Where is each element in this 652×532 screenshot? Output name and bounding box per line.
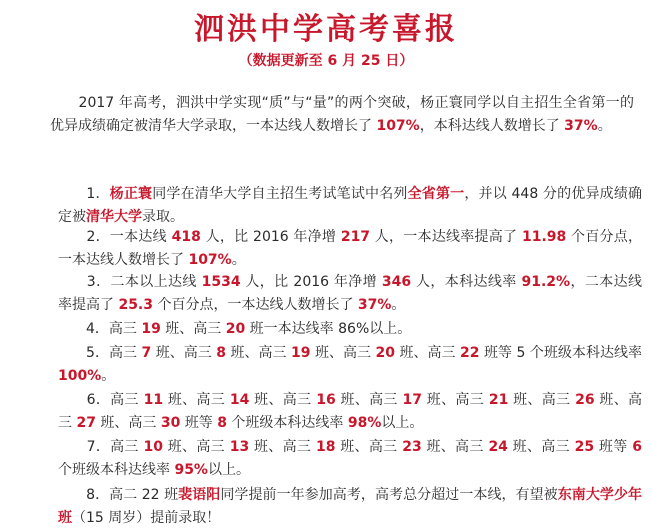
update-date-subtitle: （数据更新至 6 月 25 日）	[238, 53, 414, 69]
paragraph-text: 班等 5 个班级本科达线率	[479, 345, 642, 361]
highlighted-text: 25	[574, 439, 595, 455]
paragraph-text: 班、高三	[163, 392, 230, 408]
paragraph-text: 班、高三	[162, 439, 230, 455]
highlighted-text: 19	[141, 321, 161, 337]
paragraph-text: 班、高三	[151, 345, 217, 361]
highlighted-text: 东南大学少年班	[58, 487, 643, 526]
paragraph-text: 班、高三	[421, 439, 489, 455]
highlighted-text: 11	[143, 392, 164, 408]
paragraph-text: 班、高三	[310, 345, 376, 361]
highlighted-text: 100%	[58, 368, 102, 384]
paragraph-text: 。	[391, 297, 406, 313]
paragraph-text: 个班级本科达线率	[226, 415, 348, 431]
highlighted-text: 21	[488, 392, 509, 408]
highlighted-text: 217	[340, 229, 371, 245]
paragraph-text: 个百分点，一本达线人数增长了	[153, 297, 358, 313]
paragraph-text: ，并以 448 分的优异成绩确定被	[58, 186, 642, 225]
highlighted-text: 1534	[201, 274, 241, 290]
paragraph-text: 班等	[180, 415, 218, 431]
paragraph-text: 班、高三	[507, 439, 575, 455]
paragraph-text: 。	[231, 252, 246, 268]
item-8-paragraph	[58, 484, 642, 530]
highlighted-text: 418	[171, 229, 201, 245]
highlighted-text: 24	[488, 439, 508, 455]
paragraph-text: 录取。	[142, 209, 184, 225]
highlighted-text: 11.98	[522, 229, 567, 245]
paragraph-text: 。	[101, 368, 116, 384]
highlighted-text: 37%	[357, 297, 392, 313]
highlighted-text: 20	[375, 345, 396, 361]
paragraph-text: 同学提前一年参加高考，高考总分超过一本线，有望被	[220, 487, 558, 503]
paragraph-text: 班、高三	[395, 345, 461, 361]
item-1-paragraph	[58, 183, 642, 229]
highlighted-text: 14	[229, 392, 250, 408]
paragraph-text: 班、高三	[249, 439, 316, 455]
item-3-paragraph	[58, 271, 642, 317]
highlighted-text: 98%	[347, 415, 382, 431]
highlighted-text: 37%	[564, 118, 598, 134]
paragraph-text: ，二本达线率提高了	[58, 274, 643, 313]
highlighted-text: 20	[225, 321, 246, 337]
highlighted-text: 22	[460, 345, 480, 361]
paragraph-text: 5．高三	[58, 345, 142, 361]
highlighted-text: 16	[316, 392, 336, 408]
highlighted-text: 19	[291, 345, 311, 361]
highlighted-text: 6	[632, 439, 643, 455]
paragraph-text: 人，比 2016 年净增	[200, 229, 341, 245]
paragraph-text: 4．高三	[58, 321, 142, 337]
highlighted-text: 17	[402, 392, 423, 408]
paragraph-text: 班、高三	[508, 392, 576, 408]
paragraph-text: 班、高三	[422, 392, 489, 408]
highlighted-text: 107%	[188, 252, 232, 268]
highlighted-text: 25.3	[118, 297, 153, 313]
item-4-paragraph	[58, 318, 642, 341]
item-7-paragraph	[58, 436, 642, 482]
highlighted-text: 8	[216, 345, 227, 361]
highlighted-text: 30	[160, 415, 181, 431]
paragraph-text: 7．高三	[58, 439, 144, 455]
paragraph-text: 班、高三	[335, 392, 403, 408]
highlighted-text: 91.2%	[521, 274, 571, 290]
report-title: 泗洪中学高考喜报	[194, 12, 458, 47]
highlighted-text: 8	[217, 415, 227, 431]
highlighted-text: 裴语阳	[178, 487, 221, 503]
paragraph-text: 人，一本达线率提高了	[370, 229, 522, 245]
paragraph-text: 以上。	[207, 462, 250, 478]
highlighted-text: 7	[141, 345, 152, 361]
highlighted-text: 26	[575, 392, 595, 408]
highlighted-text: 杨正寰	[109, 186, 153, 202]
item-6-paragraph	[58, 389, 642, 435]
paragraph-text: （15 周岁）提前录取！	[72, 510, 221, 526]
paragraph-text: 班、高三	[226, 345, 292, 361]
paragraph-text: 8．高二 22 班	[58, 487, 179, 503]
highlighted-text: 10	[143, 439, 163, 455]
highlighted-text: 23	[402, 439, 422, 455]
paragraph-text: 班、高三	[95, 415, 161, 431]
intro-paragraph	[50, 92, 634, 138]
paragraph-text: 2．一本达线	[58, 229, 172, 245]
paragraph-text: 班等	[594, 439, 633, 455]
paragraph-text: 同学在清华大学自主招生考试笔试中名列	[152, 186, 408, 202]
item-5-paragraph	[58, 342, 642, 388]
highlighted-text: 107%	[376, 118, 420, 134]
paragraph-text: 2017 年高考，泗洪中学实现“质”与“量”的两个突破，杨正寰同学以自主招生全省第一的优异成绩确定被清华大学录取，一本达线人数增长了	[50, 95, 634, 134]
highlighted-text: 95%	[174, 462, 208, 478]
paragraph-text: 人，比 2016 年净增	[240, 274, 382, 290]
paragraph-text: 个百分点，一本达线人数增长了	[58, 229, 643, 268]
paragraph-text: 班、高三	[249, 392, 317, 408]
highlighted-text: 13	[229, 439, 250, 455]
paragraph-text: 班、高三	[335, 439, 403, 455]
paragraph-text: 班一本达线率 86%以上。	[245, 321, 412, 337]
highlighted-text: 18	[315, 439, 336, 455]
paragraph-text: 1．	[58, 186, 110, 202]
item-2-paragraph	[58, 226, 642, 272]
paragraph-text: 以上。	[381, 415, 424, 431]
paragraph-text: 班、高三	[160, 321, 226, 337]
paragraph-text: ，本科达线人数增长了	[419, 118, 565, 134]
paragraph-text: 班、高三	[58, 392, 643, 431]
paragraph-text: 3．二本以上达线	[58, 274, 202, 290]
highlighted-text: 27	[76, 415, 96, 431]
highlighted-text: 346	[381, 274, 412, 290]
paragraph-text: 6．高三	[58, 392, 144, 408]
paragraph-text: 人，本科达线率	[411, 274, 522, 290]
highlighted-text: 全省第一	[407, 186, 465, 202]
paragraph-text: 。	[597, 118, 612, 134]
paragraph-text: 个班级本科达线率	[58, 462, 175, 478]
highlighted-text: 清华大学	[86, 209, 142, 225]
